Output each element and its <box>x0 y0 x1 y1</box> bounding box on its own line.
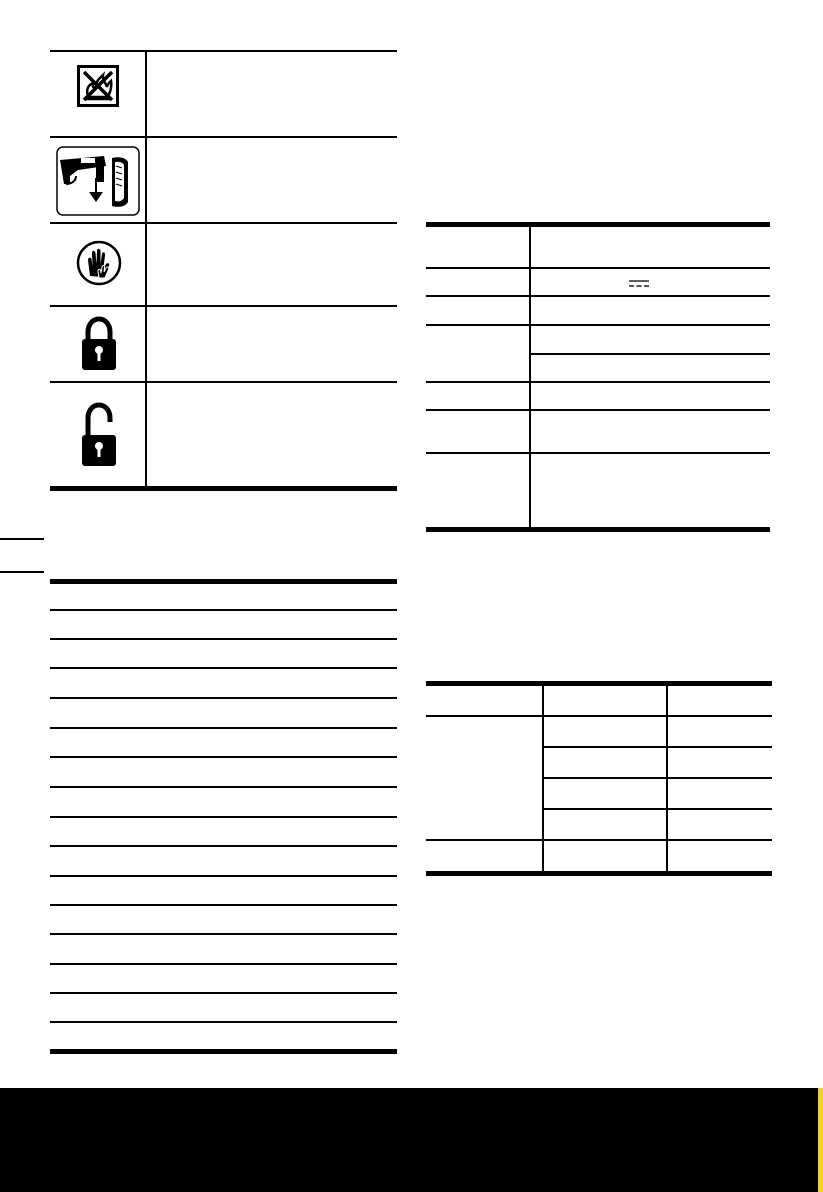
list-rule <box>50 963 397 965</box>
footer-bar <box>0 1088 823 1192</box>
gloves-icon <box>76 240 122 286</box>
edge-marker <box>0 538 44 540</box>
symbol-text-cell <box>146 307 397 381</box>
list-rule <box>50 638 397 640</box>
symbol-icon-cell <box>50 383 145 486</box>
edge-accent-marker <box>818 1088 823 1192</box>
no-fire-icon <box>77 65 119 107</box>
list-rule <box>50 697 397 699</box>
symbol-row <box>50 138 397 222</box>
symbol-row <box>50 52 397 136</box>
table-top-rule <box>426 222 770 227</box>
symbol-text-cell <box>146 52 397 136</box>
list-rule <box>50 786 397 788</box>
table-rule <box>544 746 772 748</box>
unlock-icon <box>81 402 117 468</box>
technical-data-table <box>426 222 770 532</box>
list-rule <box>50 816 397 818</box>
list-top-rule <box>50 579 397 584</box>
table-rule <box>426 324 770 326</box>
symbol-icon-cell <box>50 138 145 222</box>
table-rule <box>426 452 770 454</box>
list-rule <box>50 609 397 611</box>
symbol-icon-cell <box>50 52 145 136</box>
symbol-icon-cell <box>50 224 145 305</box>
table-rule <box>426 839 772 841</box>
symbol-text-cell <box>146 224 397 305</box>
table-rule <box>426 715 772 717</box>
symbol-icon-cell <box>50 307 145 381</box>
table-rule <box>426 295 770 297</box>
list-rule <box>50 845 397 847</box>
list-rule <box>50 1021 397 1023</box>
direct-current-icon <box>629 280 649 288</box>
symbol-row <box>50 307 397 381</box>
symbol-text-cell <box>146 383 397 486</box>
symbol-table <box>50 50 397 492</box>
table-divider <box>529 227 531 528</box>
list-rule <box>50 667 397 669</box>
battery-insert-icon <box>56 146 140 216</box>
table-rule <box>544 808 772 810</box>
list-rule <box>50 992 397 994</box>
table-rule <box>531 353 770 355</box>
list-rule <box>50 727 397 729</box>
list-rule <box>50 875 397 877</box>
component-list <box>50 579 397 1056</box>
table-divider <box>542 686 544 872</box>
table-bottom-rule <box>426 527 770 532</box>
table-bottom-rule <box>426 871 772 876</box>
table-rule <box>426 267 770 269</box>
list-bottom-rule <box>50 1049 397 1054</box>
list-rule <box>50 933 397 935</box>
table-top-rule <box>426 681 772 686</box>
symbol-text-cell <box>146 138 397 222</box>
symbol-row <box>50 383 397 486</box>
symbol-row <box>50 224 397 305</box>
list-rule <box>50 904 397 906</box>
table-rule <box>426 409 770 411</box>
list-rule <box>50 756 397 758</box>
table-bottom-rule <box>50 486 397 491</box>
table-divider <box>666 686 668 872</box>
noise-vibration-table <box>426 681 772 877</box>
table-rule <box>544 777 772 779</box>
table-rule <box>426 381 770 383</box>
edge-marker <box>0 571 44 573</box>
lock-icon <box>81 316 117 372</box>
